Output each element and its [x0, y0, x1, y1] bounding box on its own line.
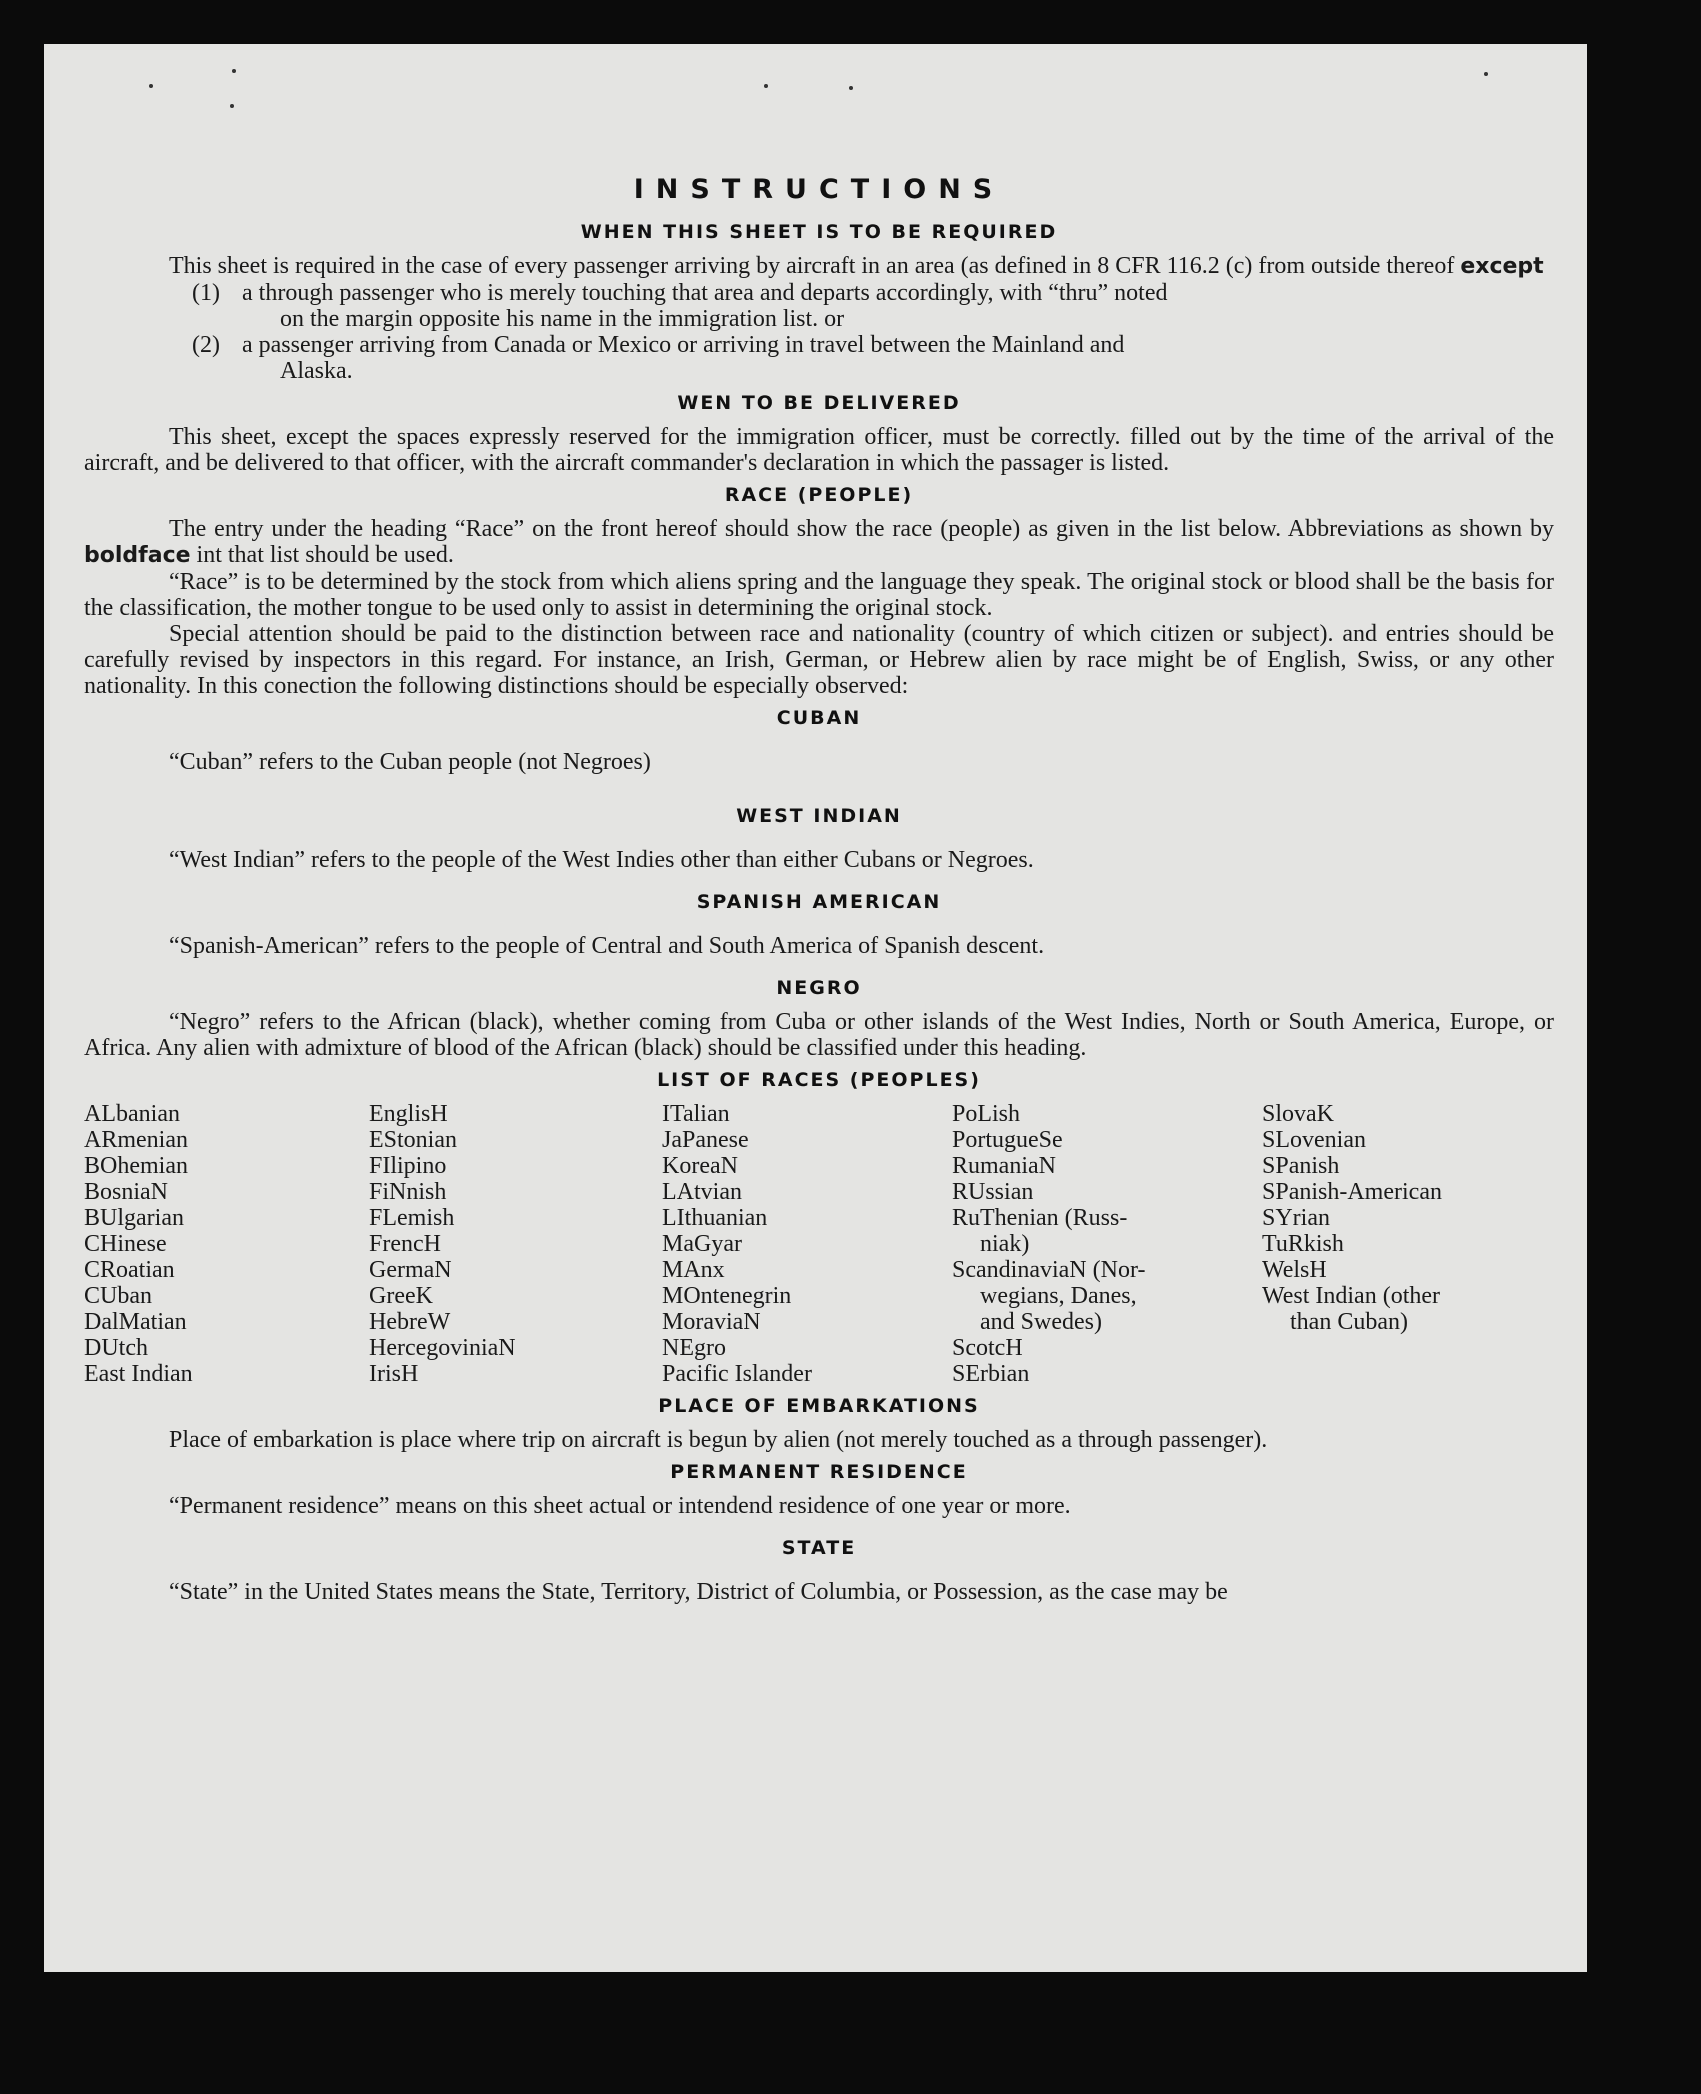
spacer: [84, 1569, 1554, 1579]
race-item: KoreaN: [662, 1153, 738, 1179]
race-item: ALbanian: [84, 1101, 180, 1127]
race-item: FrencH: [369, 1231, 441, 1257]
heading-list-of-races: LIST OF RACES (PEOPLES): [657, 1069, 981, 1091]
scan-speck: [230, 104, 234, 108]
race-item: ITalian: [662, 1101, 730, 1127]
race-item: GreeK: [369, 1283, 433, 1309]
race-item: FiNnish: [369, 1179, 447, 1205]
race-item: Pacific Islander: [662, 1361, 812, 1387]
race-item: SErbian: [952, 1361, 1030, 1387]
heading-spanish-american: SPANISH AMERICAN: [696, 891, 942, 913]
race-item: SPanish-American: [1262, 1179, 1442, 1205]
race-text: int that list should be used.: [196, 542, 454, 568]
race-item: LIthuanian: [662, 1205, 768, 1231]
item-number: (2): [192, 332, 220, 358]
scan-speck: [232, 69, 236, 73]
race-item: JaPanese: [662, 1127, 749, 1153]
heading-cuban: CUBAN: [776, 707, 862, 729]
race-item: EStonian: [369, 1127, 457, 1153]
item-line: a through passenger who is merely touching that area and departs accordingly, with “thru” noted: [242, 280, 1168, 306]
paragraph-state: “State” in the United States means the State, Territory, District of Columbia, or Possession, as the case may be: [169, 1579, 1228, 1605]
races-column-5: [1262, 1101, 1552, 1387]
spacer: [84, 873, 1554, 883]
document-sheet: [44, 44, 1587, 1972]
races-column-2: [369, 1101, 662, 1387]
race-item: DUtch: [84, 1335, 148, 1361]
heading-embarkation: PLACE OF EMBARKATIONS: [658, 1395, 980, 1417]
scan-speck: [849, 86, 853, 90]
spacer: [84, 837, 1554, 847]
race-item: East Indian: [84, 1361, 193, 1387]
race-item: wegians, Danes,: [980, 1283, 1137, 1309]
race-item: MaGyar: [662, 1231, 742, 1257]
races-column-3: [662, 1101, 952, 1387]
item-text: [242, 332, 1554, 384]
race-item: PoLish: [952, 1101, 1021, 1127]
paragraph-negro: “Negro” refers to the African (black), whether coming from Cuba or other islands of the West Indies, North or South America, Europe, or Africa. Any alien with admixture of blood of the African (black) should be classified under this heading.: [84, 1009, 1554, 1061]
race-item: HercegoviniaN: [369, 1335, 516, 1361]
heading-race: RACE (PEOPLE): [724, 484, 914, 506]
instructions-body: [84, 174, 1554, 1605]
paragraph-race-2: “Race” is to be determined by the stock from which aliens spring and the language they speak. The original stock or blood shall be the basis for the classification, the mother tongue to be used only to assist in determining the original stock.: [84, 569, 1554, 621]
item-line: Alaska.: [280, 358, 353, 384]
paragraph-race-3: Special attention should be paid to the distinction between race and nationality (country of which citizen or subject). and entries should be carefully revised by inspectors in this regard. For instance, an Irish, German, or Hebrew alien by race might be of English, Swiss, or any other nationality. In this conection the following distinctions should be especially observed:: [84, 621, 1554, 699]
race-item: DalMatian: [84, 1309, 187, 1335]
race-item: and Swedes): [980, 1309, 1102, 1335]
except-bold: except: [1460, 254, 1544, 279]
race-item: GermaN: [369, 1257, 452, 1283]
race-item: ScandinaviaN (Nor-: [952, 1257, 1146, 1283]
race-item: niak): [980, 1231, 1030, 1257]
race-item: EnglisH: [369, 1101, 448, 1127]
page-title: INSTRUCTIONS: [633, 174, 1005, 205]
race-item: CRoatian: [84, 1257, 175, 1283]
item-line: on the margin opposite his name in the immigration list. or: [280, 306, 845, 332]
race-text: The entry under the heading “Race” on the front hereof should show the race (people) as given in the list below. Abbreviations as shown by: [169, 516, 1554, 542]
races-column-1: [84, 1101, 369, 1387]
required-text: This sheet is required in the case of every passenger arriving by aircraft in an area (as defined in 8 CFR 116.2 (c) from outside thereof: [169, 253, 1455, 279]
race-item: FLemish: [369, 1205, 455, 1231]
item-number: (1): [192, 280, 220, 306]
spacer: [84, 959, 1554, 969]
race-item: RuThenian (Russ-: [952, 1205, 1128, 1231]
race-item: BosniaN: [84, 1179, 168, 1205]
item-text: [242, 280, 1554, 332]
scan-speck: [764, 84, 768, 88]
race-item: ARmenian: [84, 1127, 188, 1153]
paragraph-race-1: [84, 516, 1554, 569]
race-item: CHinese: [84, 1231, 167, 1257]
scan-speck: [1484, 72, 1488, 76]
race-item: HebreW: [369, 1309, 451, 1335]
heading-negro: NEGRO: [776, 977, 862, 999]
spacer: [84, 775, 1554, 797]
spacer: [84, 1519, 1554, 1529]
paragraph-delivered: This sheet, except the spaces expressly reserved for the immigration officer, must be correctly. filled out by the time of the arrival of the aircraft, and be delivered to that officer, with the aircraft commander's declaration in which the passager is listed.: [84, 424, 1554, 476]
scan-speck: [149, 84, 153, 88]
races-column-4: [952, 1101, 1262, 1387]
races-table: [84, 1101, 1554, 1387]
race-item: BUlgarian: [84, 1205, 184, 1231]
race-item: MAnx: [662, 1257, 725, 1283]
item-line: a passenger arriving from Canada or Mexico or arriving in travel between the Mainland and: [242, 332, 1125, 358]
heading-state: STATE: [781, 1537, 857, 1559]
race-item: RumaniaN: [952, 1153, 1056, 1179]
spacer: [84, 923, 1554, 933]
race-item: PortugueSe: [952, 1127, 1063, 1153]
paragraph-required: [84, 253, 1554, 280]
paragraph-spanish-american: “Spanish-American” refers to the people of Central and South America of Spanish descent.: [169, 933, 1045, 959]
race-item: WelsH: [1262, 1257, 1327, 1283]
paragraph-west-indian: “West Indian” refers to the people of the West Indies other than either Cubans or Negroes.: [169, 847, 1034, 873]
race-item: CUban: [84, 1283, 152, 1309]
race-item: BOhemian: [84, 1153, 188, 1179]
race-item: RUssian: [952, 1179, 1034, 1205]
race-item: FIlipino: [369, 1153, 447, 1179]
paragraph-embarkation: Place of embarkation is place where trip on aircraft is begun by alien (not merely touched as a through passenger).: [169, 1427, 1268, 1453]
race-item: SYrian: [1262, 1205, 1330, 1231]
list-item-1: [84, 280, 1554, 332]
boldface-bold: boldface: [84, 543, 191, 568]
paragraph-permanent-residence: “Permanent residence” means on this sheet actual or intendend residence of one year or more.: [169, 1493, 1071, 1519]
heading-west-indian: WEST INDIAN: [736, 805, 902, 827]
heading-when-required: WHEN THIS SHEET IS TO BE REQUIRED: [580, 221, 1058, 243]
race-item: ScotcH: [952, 1335, 1023, 1361]
race-item: SLovenian: [1262, 1127, 1366, 1153]
heading-when-delivered: WEN TO BE DELIVERED: [677, 392, 961, 414]
heading-permanent-residence: PERMANENT RESIDENCE: [670, 1461, 968, 1483]
race-item: MOntenegrin: [662, 1283, 792, 1309]
race-item: than Cuban): [1290, 1309, 1408, 1335]
race-item: LAtvian: [662, 1179, 742, 1205]
race-item: West Indian (other: [1262, 1283, 1441, 1309]
race-item: TuRkish: [1262, 1231, 1344, 1257]
spacer: [84, 739, 1554, 749]
race-item: MoraviaN: [662, 1309, 761, 1335]
race-item: IrisH: [369, 1361, 419, 1387]
list-item-2: [84, 332, 1554, 384]
race-item: SlovaK: [1262, 1101, 1334, 1127]
paragraph-cuban: “Cuban” refers to the Cuban people (not Negroes): [169, 749, 651, 775]
race-item: NEgro: [662, 1335, 726, 1361]
race-item: SPanish: [1262, 1153, 1340, 1179]
